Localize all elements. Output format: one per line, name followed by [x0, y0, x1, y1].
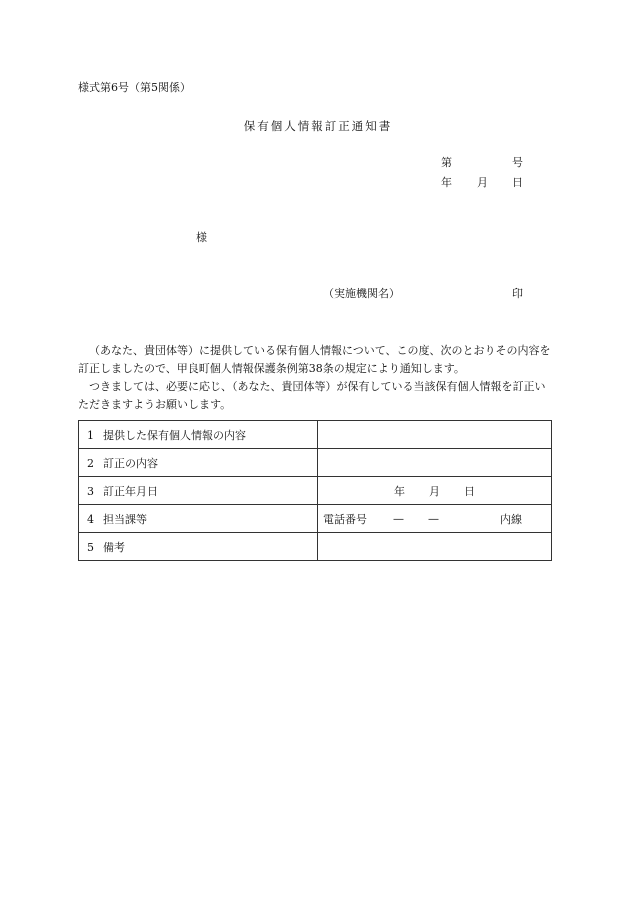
row-number: 2	[87, 456, 94, 470]
table-row	[79, 477, 552, 505]
correction-content-field[interactable]	[318, 449, 552, 477]
date-day-label: 日	[512, 176, 523, 189]
issuer-org-label: （実施機関名）	[323, 287, 400, 300]
phone-dash-1: —	[393, 512, 404, 525]
info-table	[78, 420, 552, 561]
table-row	[79, 421, 552, 449]
provided-info-field[interactable]	[318, 421, 552, 449]
row-number: 1	[87, 428, 94, 442]
row-label	[79, 477, 318, 505]
table-row	[79, 449, 552, 477]
date-month-label: 月	[477, 176, 488, 189]
body-paragraph-1: （あなた、貴団体等）に提供している保有個人情報について、この度、次のとおりその内容を訂正しましたので、甲良町個人情報保護条例第38条の規定により通知します。	[78, 344, 551, 375]
seal-mark: 印	[512, 287, 523, 300]
correction-year-label: 年	[394, 484, 405, 498]
date-year-label: 年	[441, 176, 452, 189]
document-number-suffix: 号	[512, 156, 523, 169]
body-paragraph-2: つきましては、必要に応じ、（あなた、貴団体等）が保有している当該保有個人情報を訂正いただきますようお願いします。	[78, 380, 546, 411]
row-label	[79, 421, 318, 449]
phone-label: 電話番号	[323, 512, 367, 526]
contact-field[interactable]	[318, 505, 552, 533]
document-number-label: 第	[441, 156, 452, 169]
row-label-text: 提供した保有個人情報の内容	[103, 428, 246, 442]
correction-day-label: 日	[464, 484, 475, 498]
row-label	[79, 533, 318, 561]
document-title: 保有個人情報訂正通知書	[243, 119, 393, 133]
row-label-text: 担当課等	[103, 512, 147, 526]
form-number: 様式第6号（第5関係）	[78, 81, 191, 94]
row-number: 5	[87, 540, 94, 554]
row-label-text: 備考	[103, 540, 125, 554]
row-label	[79, 505, 318, 533]
correction-date-field[interactable]	[318, 477, 552, 505]
extension-label: 内線	[500, 512, 522, 526]
remarks-field[interactable]	[318, 533, 552, 561]
row-label-text: 訂正の内容	[103, 456, 158, 470]
table-row	[79, 533, 552, 561]
row-number: 4	[87, 512, 94, 526]
body-text	[78, 342, 552, 414]
row-label	[79, 449, 318, 477]
correction-month-label: 月	[429, 484, 440, 498]
row-label-text: 訂正年月日	[103, 484, 158, 498]
row-number: 3	[87, 484, 94, 498]
phone-dash-2: —	[428, 512, 439, 525]
table-row	[79, 505, 552, 533]
recipient-honorific: 様	[196, 231, 207, 244]
